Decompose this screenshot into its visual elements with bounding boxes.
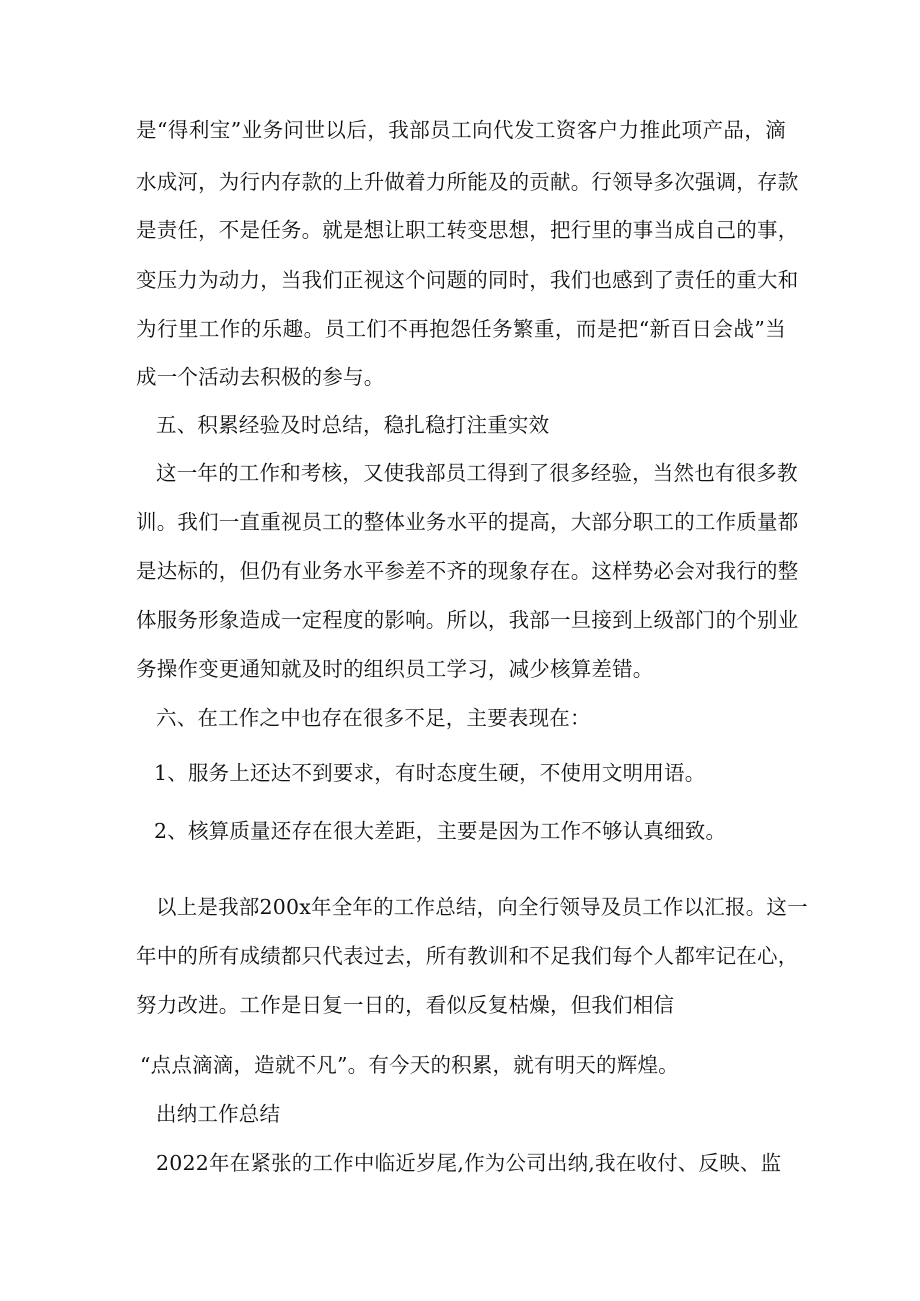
paragraph-1-line-3: 是责任，不是任务。就是想让职工转变思想，把行里的事当成自己的事， [136, 218, 799, 242]
section-heading-6: 六、在工作之中也存在很多不足，主要表现在： [156, 706, 591, 730]
list-item-1: 1、服务上还达不到要求，有时态度生硬，不使用文明用语。 [154, 761, 706, 785]
paragraph-2-line-2: 训。我们一直重视员工的整体业务水平的提高，大部分职工的工作质量都 [136, 510, 799, 534]
list-item-2: 2、核算质量还存在很大差距，主要是因为工作不够认真细致。 [154, 819, 727, 843]
section-heading-5: 五、积累经验及时总结，稳扎稳打注重实效 [156, 413, 550, 437]
document-subtitle: 出纳工作总结 [156, 1102, 281, 1126]
paragraph-3-line-1: 以上是我部200x年全年的工作总结，向全行领导及员工作以汇报。这一 [156, 895, 808, 919]
paragraph-3-line-2: 年中的所有成绩都只代表过去，所有教训和不足我们每个人都牢记在心， [136, 944, 799, 968]
paragraph-1-line-2: 水成河，为行内存款的上升做着力所能及的贡献。行领导多次强调，存款 [136, 170, 799, 194]
paragraph-1-line-1: 是“得利宝”业务问世以后，我部员工向代发工资客户力推此项产品，滴 [136, 118, 786, 142]
paragraph-2-line-5: 务操作变更通知就及时的组织员工学习，减少核算差错。 [136, 657, 654, 681]
paragraph-3-line-3: 努力改进。工作是日复一日的，看似反复枯燥，但我们相信 [136, 993, 675, 1017]
paragraph-1-line-5: 为行里工作的乐趣。员工们不再抱怨任务繁重，而是把“新百日会战”当 [136, 317, 786, 341]
paragraph-2-line-3: 是达标的，但仍有业务水平参差不齐的现象存在。这样势必会对我行的整 [136, 559, 799, 583]
paragraph-1-line-4: 变压力为动力，当我们正视这个问题的同时，我们也感到了责任的重大和 [136, 268, 799, 292]
paragraph-2-line-1: 这一年的工作和考核，又使我部员工得到了很多经验，当然也有很多教 [156, 461, 798, 485]
paragraph-1-line-6: 成一个活动去积极的参与。 [136, 365, 385, 389]
paragraph-3-line-4: “点点滴滴，造就不凡”。有今天的积累，就有明天的辉煌。 [140, 1053, 679, 1077]
paragraph-4-line-1: 2022年在紧张的工作中临近岁尾,作为公司出纳,我在收付、反映、监 [156, 1151, 782, 1175]
paragraph-2-line-4: 体服务形象造成一定程度的影响。所以，我部一旦接到上级部门的个别业 [136, 608, 799, 632]
